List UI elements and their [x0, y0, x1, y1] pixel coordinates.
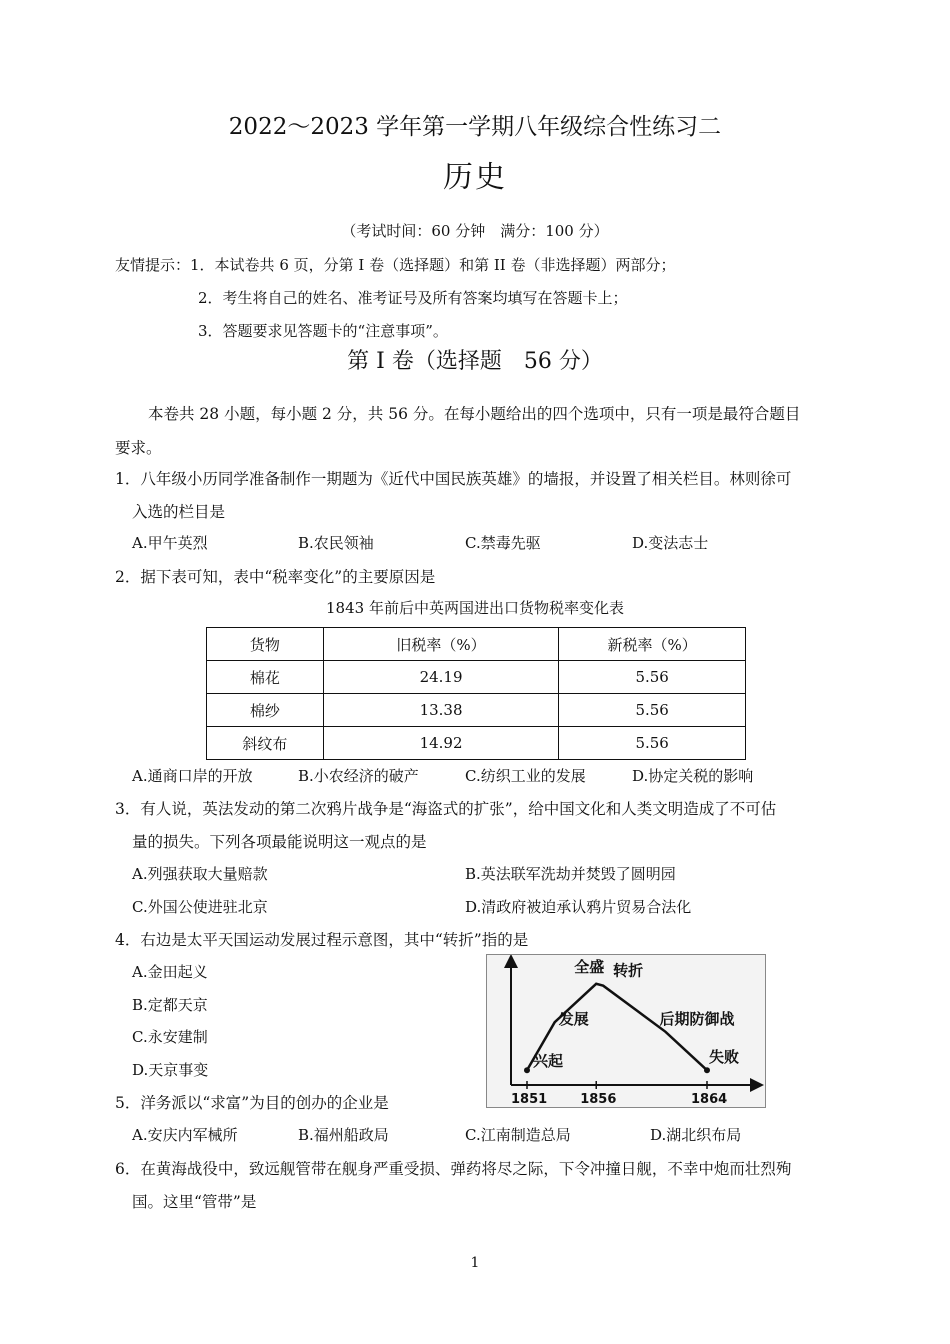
data-point [704, 1067, 710, 1073]
question-3-line-2: 量的损失。下列各项最能说明这一观点的是 [132, 833, 427, 851]
question-6-line-2: 国。这里“管带”是 [132, 1193, 257, 1211]
header-cell: 货物 [207, 628, 324, 661]
question-1-line-1: 1．八年级小历同学准备制作一期题为《近代中国民族英雄》的墙报，并设置了相关栏目。林则徐可 [115, 470, 792, 488]
header-cell: 旧税率（%） [323, 628, 559, 661]
x-tick-label: 1864 [691, 1092, 728, 1107]
q3-option-c: C.外国公使进驻北京 [132, 898, 268, 916]
q5-option-b: B.福州船政局 [298, 1126, 389, 1144]
point-label: 全盛 [574, 957, 605, 976]
tax-rate-table [206, 627, 746, 760]
point-label: 失败 [709, 1048, 740, 1067]
taiping-movement-chart [486, 954, 766, 1108]
chart-svg [487, 955, 765, 1107]
exam-info: （考试时间：60 分钟 满分：100 分） [341, 222, 609, 240]
table-cell: 斜纹布 [207, 727, 324, 760]
q5-option-c: C.江南制造总局 [465, 1126, 571, 1144]
point-label: 转折 [613, 961, 644, 980]
q1-option-d: D.变法志士 [632, 534, 709, 552]
table-row [207, 694, 746, 727]
table-row [207, 727, 746, 760]
point-label: 兴起 [533, 1052, 564, 1071]
q4-option-c: C.永安建制 [132, 1028, 208, 1046]
q2-option-a: A.通商口岸的开放 [132, 767, 253, 785]
tip-line-3: 3．答题要求见答题卡的“注意事项”。 [198, 322, 448, 340]
exam-title: 2022～2023 学年第一学期八年级综合性练习二 [228, 114, 722, 140]
q1-option-c: C.禁毒先驱 [465, 534, 541, 552]
q5-option-d: D.湖北织布局 [650, 1126, 742, 1144]
question-2-stem: 2．据下表可知，表中“税率变化”的主要原因是 [115, 568, 436, 586]
q4-option-b: B.定都天京 [132, 996, 208, 1014]
table-cell: 棉纱 [207, 694, 324, 727]
subject-title: 历史 [443, 160, 507, 195]
table-cell: 5.56 [559, 694, 746, 727]
table-header-row [207, 628, 746, 661]
point-label: 后期防御战 [659, 1009, 735, 1028]
q3-option-a: A.列强获取大量赔款 [132, 865, 268, 883]
page-number: 1 [470, 1255, 480, 1271]
q3-option-b: B.英法联军洗劫并焚毁了圆明园 [465, 865, 676, 883]
q2-option-b: B.小农经济的破产 [298, 767, 419, 785]
q1-option-a: A.甲午英烈 [132, 534, 208, 552]
data-point [524, 1067, 530, 1073]
section-title: 第 I 卷（选择题 56 分） [347, 349, 603, 374]
q2-option-d: D.协定关税的影响 [632, 767, 754, 785]
section-intro-line-2: 要求。 [115, 439, 162, 457]
x-tick-label: 1856 [580, 1092, 617, 1107]
q4-option-d: D.天京事变 [132, 1061, 209, 1079]
question-6-line-1: 6．在黄海战役中，致远舰管带在舰身严重受损、弹药将尽之际，下令冲撞日舰，不幸中炮而壮烈殉 [115, 1160, 792, 1178]
x-tick-label: 1851 [511, 1092, 548, 1107]
table-title: 1843 年前后中英两国进出口货物税率变化表 [326, 599, 624, 617]
section-intro-line-1: 本卷共 28 小题，每小题 2 分，共 56 分。在每小题给出的四个选项中，只有一项是最符合题目 [148, 405, 801, 423]
table-cell: 24.19 [323, 661, 559, 694]
header-cell: 新税率（%） [559, 628, 746, 661]
q4-option-a: A.金田起义 [132, 963, 208, 981]
question-1-line-2: 入选的栏目是 [132, 503, 226, 521]
q5-option-a: A.安庆内军械所 [132, 1126, 238, 1144]
table-row [207, 661, 746, 694]
table-cell: 棉花 [207, 661, 324, 694]
point-label: 发展 [558, 1010, 589, 1029]
question-3-line-1: 3．有人说，英法发动的第二次鸦片战争是“海盗式的扩张”，给中国文化和人类文明造成了不可估 [115, 800, 777, 818]
question-4-stem: 4．右边是太平天国运动发展过程示意图，其中“转折”指的是 [115, 931, 529, 949]
table-cell: 13.38 [323, 694, 559, 727]
table-cell: 5.56 [559, 661, 746, 694]
tip-line-1: 友情提示：1．本试卷共 6 页，分第 I 卷（选择题）和第 II 卷（非选择题）两部分； [115, 256, 676, 274]
tip-line-2: 2．考生将自己的姓名、准考证号及所有答案均填写在答题卡上； [198, 289, 628, 307]
q1-option-b: B.农民领袖 [298, 534, 374, 552]
q3-option-d: D.清政府被迫承认鸦片贸易合法化 [465, 898, 692, 916]
table-cell: 14.92 [323, 727, 559, 760]
table-cell: 5.56 [559, 727, 746, 760]
question-5-stem: 5．洋务派以“求富”为目的创办的企业是 [115, 1094, 389, 1112]
q2-option-c: C.纺织工业的发展 [465, 767, 586, 785]
